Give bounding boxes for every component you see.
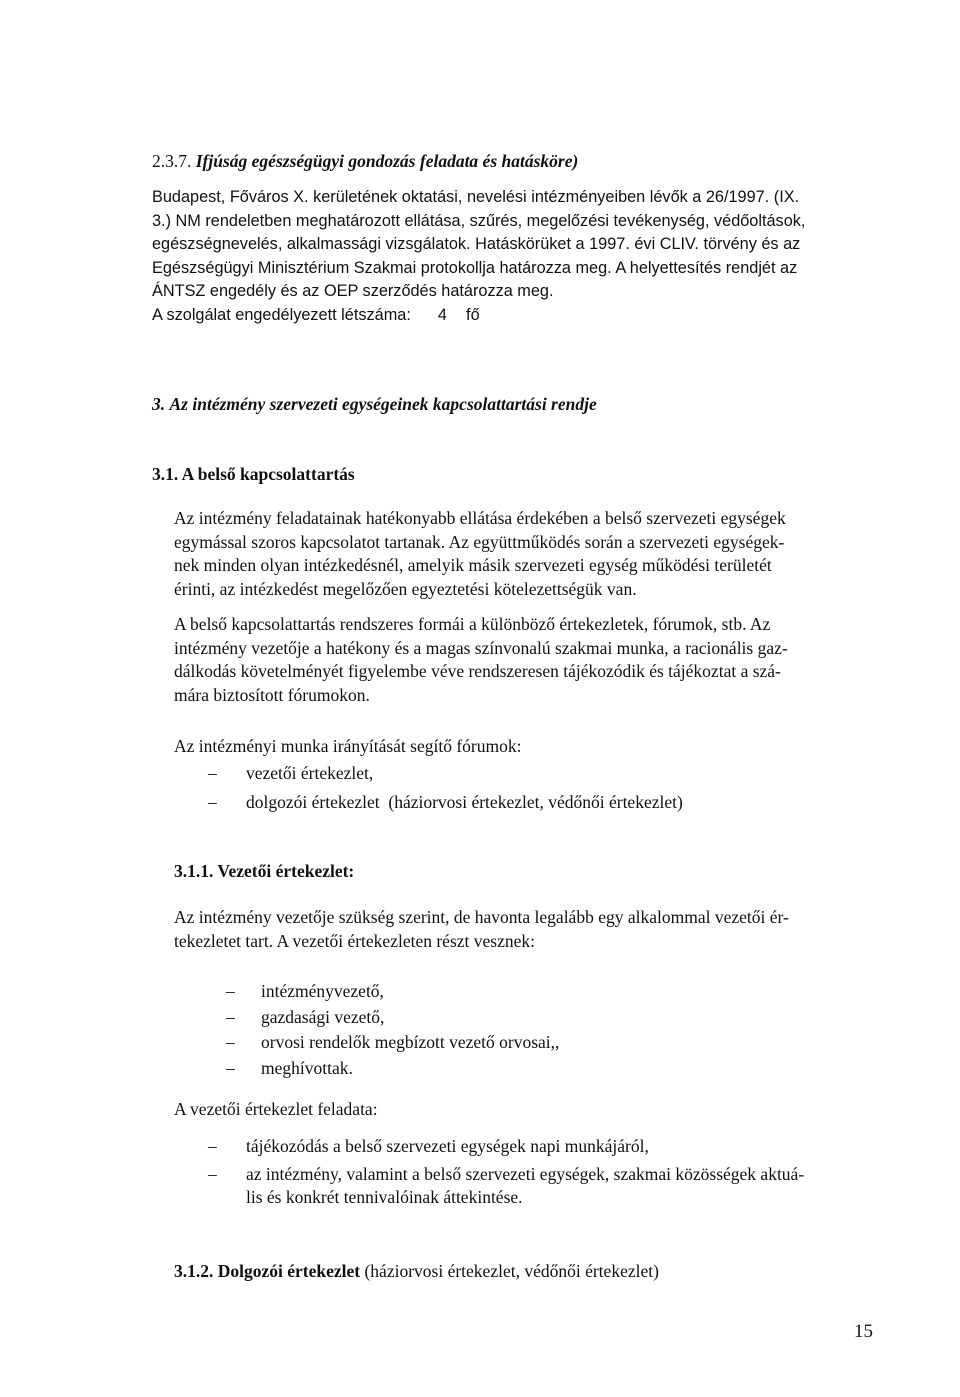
section-heading-3 (152, 393, 597, 415)
staff-unit: fő (466, 305, 480, 324)
section-title: Az intézmény szervezeti egységeinek kapcsolattartási rendje (169, 394, 597, 414)
section-heading-rest: (háziorvosi értekezlet, védőnői értekezlet) (360, 1261, 659, 1281)
dash-bullet: – (226, 1057, 235, 1078)
dash-bullet: – (226, 1032, 235, 1053)
staff-label: A szolgálat engedélyezett létszáma: (152, 305, 411, 324)
section-number: 2.3.7. (152, 151, 192, 171)
section-heading-3-1: 3.1. A belső kapcsolattartás (152, 464, 355, 484)
section-heading-bold: 3.1.2. Dolgozói értekezlet (174, 1261, 361, 1281)
forums-intro: Az intézményi munka irányítását segítő fórumok: (174, 736, 522, 756)
dash-bullet: – (226, 1006, 235, 1027)
text-line: ÁNTSZ engedély és az OEP szerződés határozza meg. (152, 282, 554, 301)
text-line: egészségnevelés, alkalmassági vizsgálatok. Hatáskörüket a 1997. évi CLIV. törvény és az (152, 235, 801, 254)
list-item: – gazdasági vezető, (226, 1006, 559, 1030)
list-item: – vezetői értekezlet, (208, 762, 683, 786)
dash-bullet: – (208, 791, 217, 812)
dash-bullet: – (208, 763, 217, 783)
section-heading-2-3-7 (152, 150, 578, 172)
section-number: 3. (152, 394, 166, 414)
paragraph-internal-contact: Az intézmény feladatainak hatékonyabb ellátása érdekében a belső szervezeti egységek egymással szoros kapcsolatot tartanak. Az együttműködés során a szervezeti egységek- nek minden olyan intézkedésnél, amelyik másik szervezeti egység működési területét érinti, az intézkedést megelőzően egyeztetési kötelezettségük van. (174, 508, 786, 599)
forums-list (208, 762, 683, 814)
paragraph-contact-forms: A belső kapcsolattartás rendszeres formái a különböző értekezletek, fórumok, stb. Az intézmény vezetője a hatékony és a magas színvonalú szakmai munka, a racionális gaz- dálkodás követelményét figyelembe véve rendszeresen tájékozódik és tájékoztat a szá- mára biztosított fórumokon. (174, 614, 788, 705)
text-line: 3.) NM rendeletben meghatározott ellátása, szűrés, megelőzési tevékenység, védőoltások, (152, 211, 806, 230)
participants-list (226, 980, 559, 1080)
tasks-list (208, 1135, 878, 1210)
tasks-intro: A vezetői értekezlet feladata: (174, 1099, 378, 1119)
list-item: – intézményvezető, (226, 980, 559, 1004)
list-item: – az intézmény, valamint a belső szervezeti egységek, szakmai közösségek aktuá- lis és konkrét tennivalóinak áttekintése. (208, 1163, 805, 1208)
section-body-2-3-7 (152, 186, 874, 328)
staff-value: 4 (437, 305, 447, 324)
section-title: Ifjúság egészségügyi gondozás feladata és hatásköre) (195, 151, 579, 171)
staff-count-line (152, 304, 874, 328)
list-item: – orvosi rendelők megbízott vezető orvosai,, (226, 1031, 559, 1055)
dash-bullet: – (226, 981, 235, 1001)
text-line: Budapest, Főváros X. kerületének oktatási, nevelési intézményeiben lévők a 26/1997. (IX. (152, 188, 800, 206)
section-heading-3-1-1: 3.1.1. Vezetői értekezlet: (174, 861, 355, 881)
paragraph-leader-meeting: Az intézmény vezetője szükség szerint, de havonta legalább egy alkalommal vezetői ér- tekezletet tart. A vezetői értekezleten részt vesznek: (174, 907, 789, 951)
list-item: – dolgozói értekezlet (háziorvosi értekezlet, védőnői értekezlet) (208, 791, 683, 815)
page-number: 15 (854, 1321, 873, 1342)
list-item: – tájékozódás a belső szervezeti egységek napi munkájáról, (208, 1135, 878, 1159)
dash-bullet: – (208, 1136, 217, 1156)
list-item: – meghívottak. (226, 1057, 559, 1081)
section-heading-3-1-2 (174, 1260, 659, 1282)
text-line: Egészségügyi Minisztérium Szakmai protokollja határozza meg. A helyettesítés rendjét az (152, 258, 798, 277)
dash-bullet: – (208, 1163, 217, 1184)
